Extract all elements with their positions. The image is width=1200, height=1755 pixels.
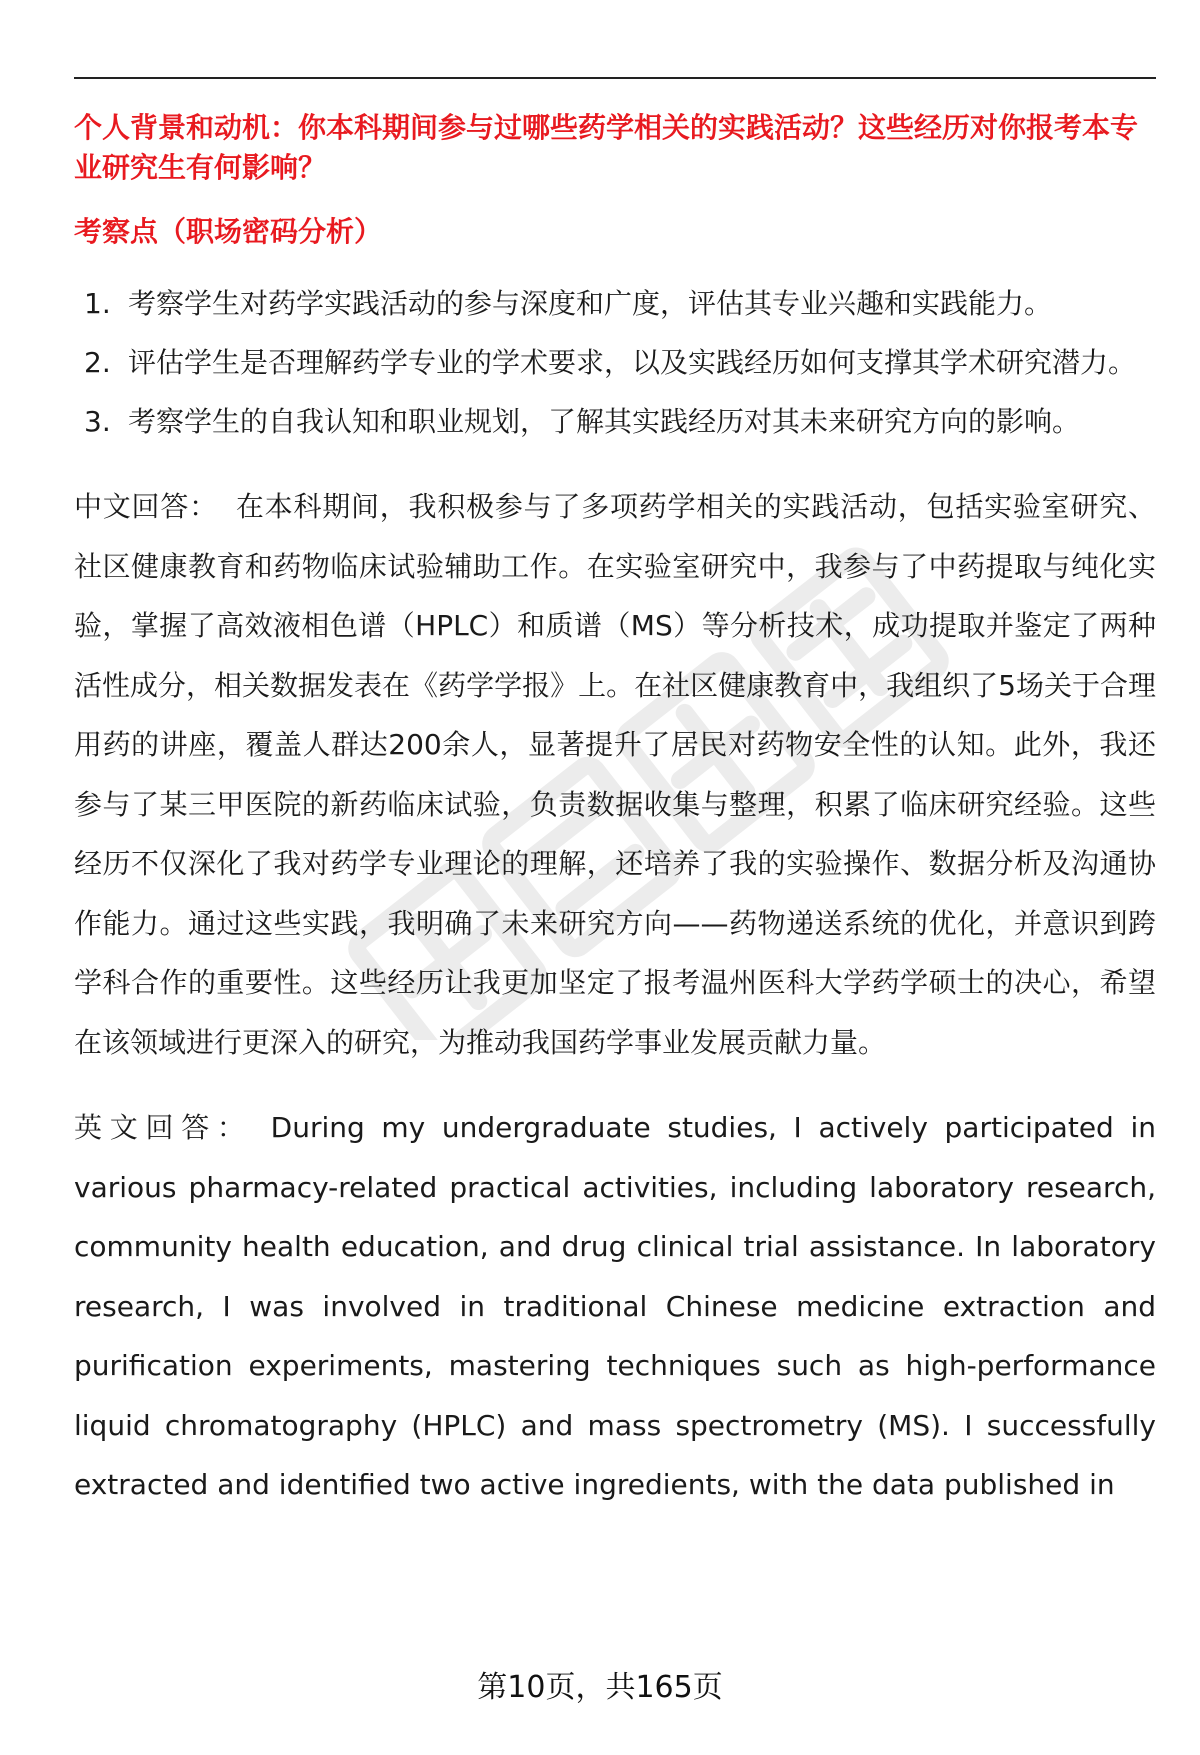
english-answer: [74, 1098, 1156, 1515]
list-item-text: 考察学生对药学实践活动的参与深度和广度，评估其专业兴趣和实践能力。: [128, 287, 1053, 320]
list-item-text: 评估学生是否理解药学专业的学术要求，以及实践经历如何支撑其学术研究潜力。: [128, 346, 1137, 379]
section-heading: 考察点（职场密码分析）: [74, 215, 383, 248]
list-item: [74, 392, 1156, 451]
chinese-answer-label: 中文回答：: [74, 490, 218, 523]
page-number: 第10页，共165页: [477, 1670, 723, 1705]
assessment-points-list: [74, 274, 1156, 451]
english-answer-label: 英文回答：: [74, 1111, 253, 1144]
list-item: [74, 274, 1156, 333]
list-item-number: 2.: [84, 346, 111, 379]
chinese-answer-text: 在本科期间，我积极参与了多项药学相关的实践活动，包括实验室研究、社区健康教育和药物临床试验辅助工作。在实验室研究中，我参与了中药提取与纯化实验，掌握了高效液相色谱（HPLC）和质谱（MS）等分析技术，成功提取并鉴定了两种活性成分，相关数据发表在《药学学报》上。在社区健康教育中，我组织了5场关于合理用药的讲座，覆盖人群达200余人，显著提升了居民对药物安全性的认知。此外，我还参与了某三甲医院的新药临床试验，负责数据收集与整理，积累了临床研究经验。这些经历不仅深化了我对药学专业理论的理解，还培养了我的实验操作、数据分析及沟通协作能力。通过这些实践，我明确了未来研究方向——药物递送系统的优化，并意识到跨学科合作的重要性。这些经历让我更加坚定了报考温州医科大学药学硕士的决心，希望在该领域进行更深入的研究，为推动我国药学事业发展贡献力量。: [74, 490, 1156, 1059]
list-item-number: 3.: [84, 405, 111, 438]
content: [74, 108, 1156, 1515]
list-item-text: 考察学生的自我认知和职业规划，了解其实践经历对其未来研究方向的影响。: [128, 405, 1081, 438]
question-heading: 个人背景和动机：你本科期间参与过哪些药学相关的实践活动？这些经历对你报考本专业研究生有何影响？: [74, 111, 1139, 184]
chinese-answer: [74, 477, 1156, 1072]
english-answer-text: During my undergraduate studies, I actively participated in various pharmacy-related practical activities, including laboratory research, community health education, and drug clinical trial assistance. In laboratory research, I was involved in traditional Chinese medicine extraction and purification experiments, mastering techniques such as high-performance liquid chromatography (HPLC) and mass spectrometry (MS). I successfully extracted and identified two active ingredients, with the data published in: [74, 1111, 1156, 1501]
list-item-number: 1.: [84, 287, 111, 320]
top-rule: [74, 77, 1156, 79]
list-item: [74, 333, 1156, 392]
